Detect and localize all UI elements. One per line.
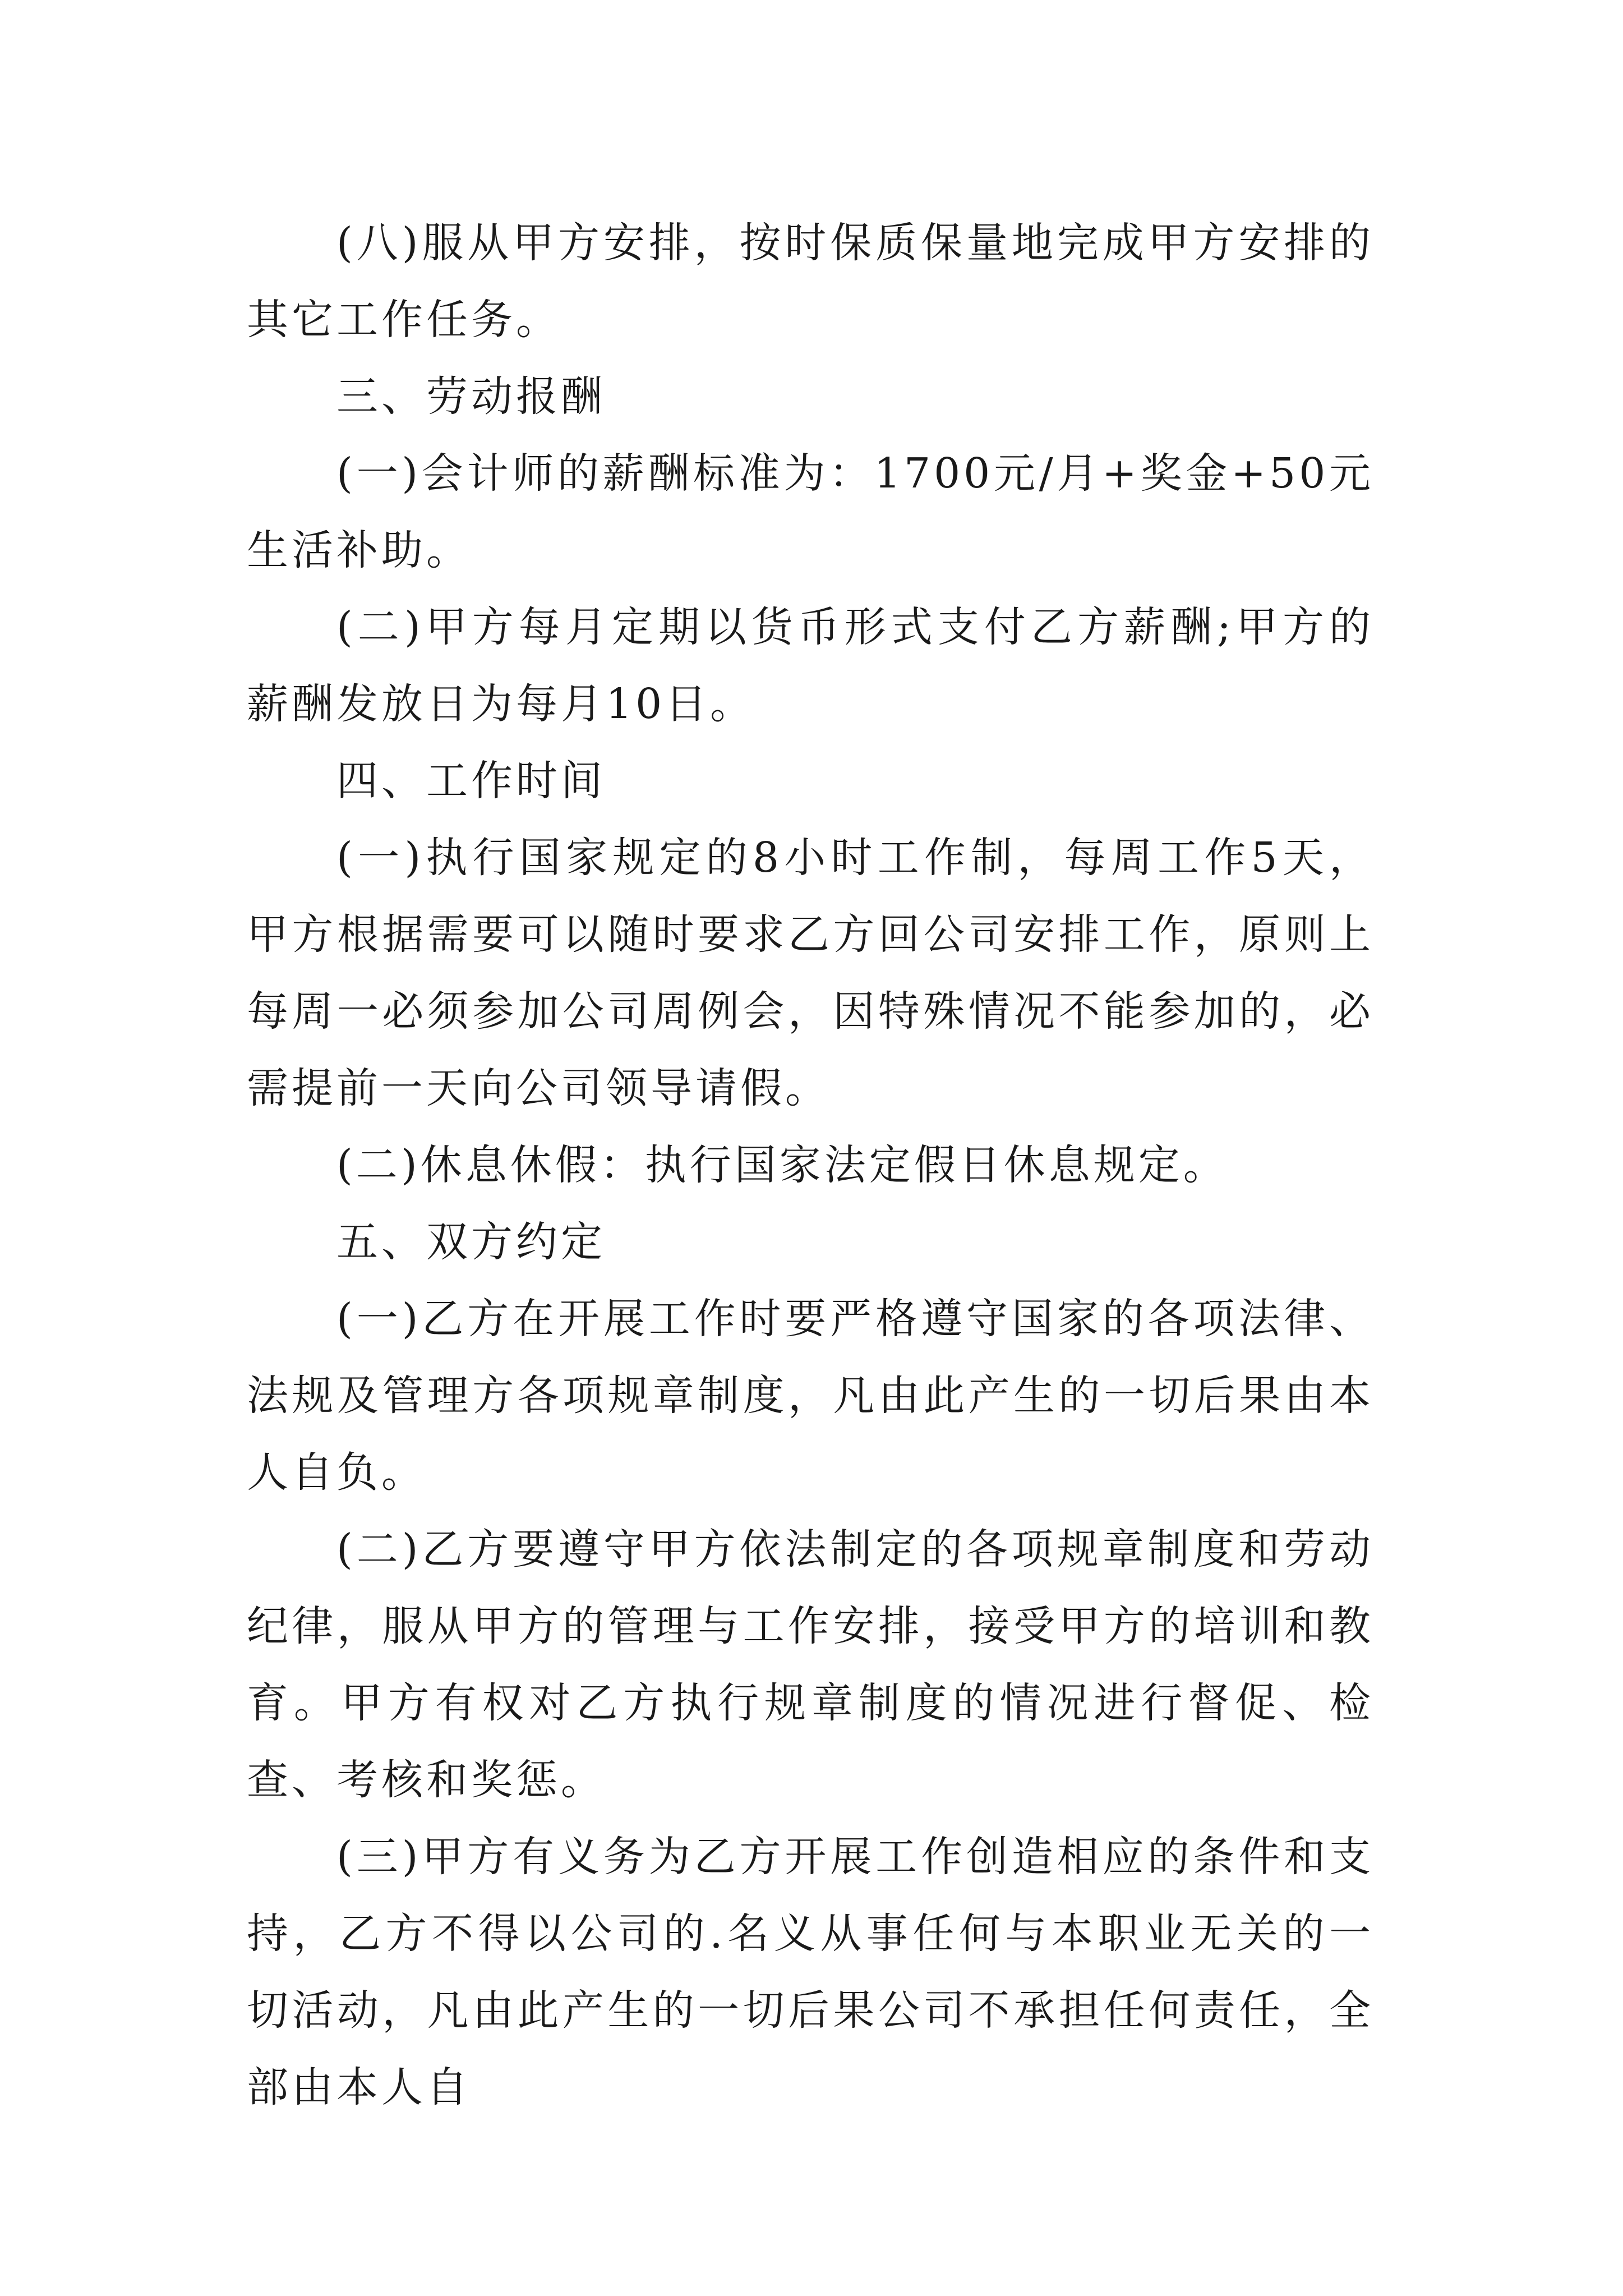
paragraph-obey-rules: (二)乙方要遵守甲方依法制定的各项规章制度和劳动纪律，服从甲方的管理与工作安排，接受甲方的培训和教育。甲方有权对乙方执行规章制度的情况进行督促、检查、考核和奖惩。 <box>247 1525 1374 1804</box>
paragraph-obey-laws: (一)乙方在开展工作时要严格遵守国家的各项法律、法规及管理方各项规章制度，凡由此产生的一切后果由本人自负。 <box>247 1295 1374 1497</box>
paragraph-working-system: (一)执行国家规定的8小时工作制，每周工作5天，甲方根据需要可以随时要求乙方回公司安排工作，原则上每周一必须参加公司周例会，因特殊情况不能参加的，必需提前一天向公司领导请假。 <box>247 834 1374 1112</box>
paragraph-salary-payment: (二)甲方每月定期以货币形式支付乙方薪酬;甲方的薪酬发放日为每月10日。 <box>247 603 1374 728</box>
paragraph-8-other-tasks: (八)服从甲方安排，按时保质保量地完成甲方安排的其它工作任务。 <box>247 219 1374 344</box>
section-heading-mutual-agreement: 五、双方约定 <box>336 1218 606 1266</box>
paragraph-rest-leave: (二)休息休假：执行国家法定假日休息规定。 <box>336 1141 1228 1189</box>
paragraph-company-obligation: (三)甲方有义务为乙方开展工作创造相应的条件和支持，乙方不得以公司的.名义从事任何与本职业无关的一切活动，凡由此产生的一切后果公司不承担任何责任，全部由本人自 <box>247 1833 1374 2111</box>
paragraph-salary-standard: (一)会计师的薪酬标准为：1700元/月+奖金+50元生活补助。 <box>247 449 1374 574</box>
section-heading-labor-pay: 三、劳动报酬 <box>336 372 606 421</box>
document-body <box>247 205 1374 2126</box>
section-heading-working-hours: 四、工作时间 <box>336 757 606 805</box>
